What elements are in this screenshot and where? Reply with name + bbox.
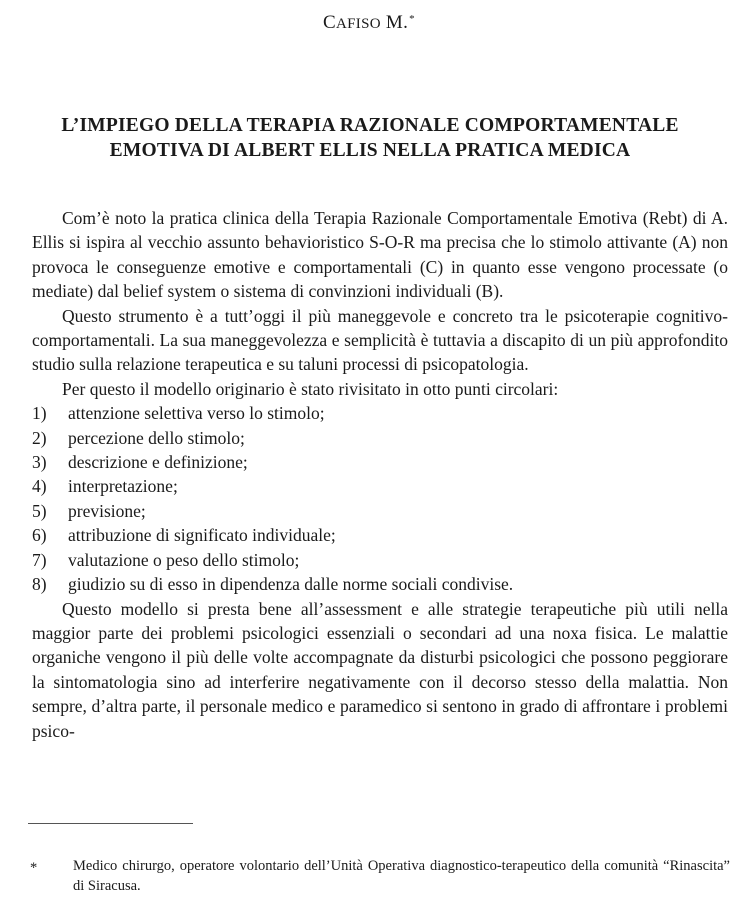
list-item bbox=[32, 401, 728, 425]
paragraph-2: Questo strumento è a tutt’oggi il più maneggevole e concreto tra le psicoterapie cognitivo-comportamentali. La sua maneggevolezza e semplicità è tuttavia a discapito di un più approfondito studio sulla relazione terapeutica e su taluni processi di psicopatologia. bbox=[32, 305, 728, 375]
list-item-text: interpretazione; bbox=[68, 476, 178, 497]
author-suffix: M. bbox=[380, 12, 409, 33]
list-item-text: previsione; bbox=[68, 500, 146, 521]
list-item-text: valutazione o peso dello stimolo; bbox=[68, 549, 300, 570]
paragraph-1: Com’è noto la pratica clinica della Terapia Razionale Comportamentale Emotiva (Rebt) di A. Ellis si ispira al vecchio assunto behavioristico S-O-R ma precisa che lo stimolo attivante (A) non provoca le conseguenze emotive e comportamentali (C) in quanto esse vengono processate (o mediate) dal belief system o sistema di convinzioni individuali (B). bbox=[32, 208, 728, 302]
footnote-divider bbox=[28, 823, 193, 824]
list-item-number: 8) bbox=[32, 574, 47, 595]
author-footnote-marker: * bbox=[409, 13, 415, 25]
list-item bbox=[32, 426, 728, 450]
list-item-number: 1) bbox=[32, 403, 47, 424]
list-item-number: 4) bbox=[32, 476, 47, 497]
article-body bbox=[32, 206, 728, 743]
list-item-number: 6) bbox=[32, 525, 47, 546]
list-item-number: 3) bbox=[32, 452, 47, 473]
author-header bbox=[0, 12, 738, 34]
list-item bbox=[32, 474, 728, 498]
list-item bbox=[32, 572, 728, 596]
footnote-text: Medico chirurgo, operatore volontario dell’Unità Operativa diagnostico-terapeutico della comunità “Rinascita” di Siracusa. bbox=[73, 858, 730, 894]
list-item-number: 7) bbox=[32, 549, 47, 570]
title-line-2: EMOTIVA DI ALBERT ELLIS NELLA PRATICA MEDICA bbox=[109, 140, 631, 161]
author-initial: C bbox=[323, 12, 336, 33]
list-item bbox=[32, 450, 728, 474]
list-item-number: 2) bbox=[32, 427, 47, 448]
list-item bbox=[32, 548, 728, 572]
paragraph-3: Per questo il modello originario è stato rivisitato in otto punti circolari: bbox=[62, 378, 559, 399]
author-name-rest: AFISO bbox=[336, 16, 381, 32]
list-item-text: descrizione e definizione; bbox=[68, 452, 248, 473]
paragraph-4: Questo modello si presta bene all’assessment e alle strategie terapeutiche più utili nella maggior parte dei problemi psicologici essenziali o secondari ad una noxa fisica. Le malattie organiche vengono il più delle volte accompagnate da disturbi psicologici che possono peggiorare la sintomatologia sino ad interferire negativamente con il decorso stesso della malattia. Non sempre, d’altra parte, il personale medico e paramedico si sentono in grado di affrontare i problemi psico- bbox=[32, 598, 728, 741]
list-item bbox=[32, 499, 728, 523]
footnote-marker: * bbox=[30, 860, 38, 876]
article-title bbox=[20, 113, 720, 163]
list-item-text: percezione dello stimolo; bbox=[68, 427, 245, 448]
title-line-1: L’IMPIEGO DELLA TERAPIA RAZIONALE COMPORTAMENTALE bbox=[61, 115, 679, 136]
list-item-text: attribuzione di significato individuale; bbox=[68, 525, 336, 546]
footnote bbox=[30, 856, 730, 896]
points-list bbox=[32, 401, 728, 596]
list-item-text: attenzione selettiva verso lo stimolo; bbox=[68, 403, 325, 424]
list-item-text: giudizio su di esso in dipendenza dalle norme sociali condivise. bbox=[68, 574, 514, 595]
list-item-number: 5) bbox=[32, 500, 47, 521]
list-item bbox=[32, 523, 728, 547]
